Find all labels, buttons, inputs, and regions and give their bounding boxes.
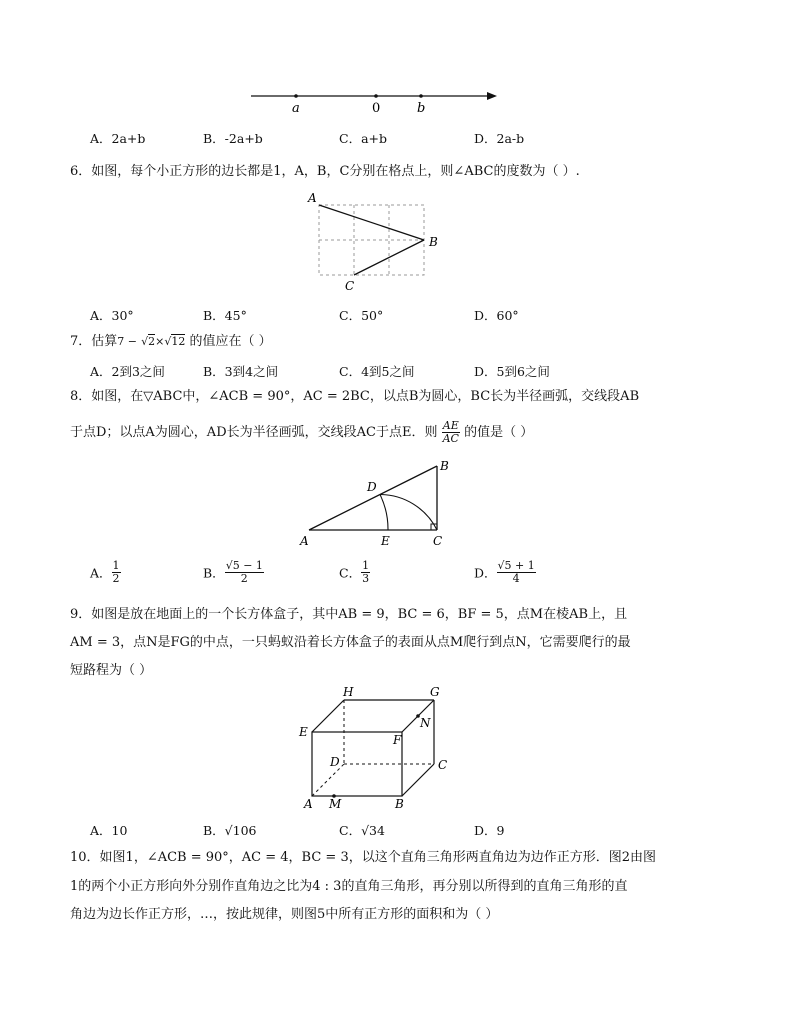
q7-prefix: 7．估算: [70, 334, 118, 349]
q8-label-c: C: [433, 534, 443, 548]
q7-sqrt2: √2: [141, 335, 156, 348]
label-0: 0: [372, 101, 381, 116]
q8-arc-a: [380, 495, 388, 531]
q9-option-d[interactable]: D．9: [474, 823, 505, 838]
q8-label-d: D: [367, 480, 377, 494]
q8-line2-a: 于点D；以点A为圆心，AD长为半径画弧，交线段AC于点E．则: [70, 425, 438, 440]
q6-stem: 6．如图，每个小正方形的边长都是1，A，B，C分别在格点上，则∠ABC的度数为（ ）.: [70, 164, 580, 179]
label-b: b: [417, 101, 426, 116]
q8-stem-line2: [70, 420, 533, 446]
q9-label-b: B: [395, 797, 404, 811]
q7-times: ×: [155, 335, 165, 348]
point-0: [374, 94, 378, 98]
q9-option-b[interactable]: B．√106: [203, 823, 257, 838]
q9-label-n: N: [420, 716, 431, 730]
q9-box-edges: [312, 700, 434, 796]
q7-stem: [70, 334, 272, 350]
q5-option-c[interactable]: C．a+b: [339, 131, 387, 146]
q8-arc-b: [380, 495, 437, 531]
q8-line2-b: 的值是（ ）: [464, 425, 534, 440]
q9-label-c: C: [438, 758, 448, 772]
point-b: [419, 94, 423, 98]
q9-stem-line2: AM = 3，点N是FG的中点，一只蚂蚁沿着长方体盒子的表面从点M爬行到点N，它需要爬行的最: [70, 635, 631, 650]
q6-option-b[interactable]: B．45°: [203, 308, 247, 323]
number-line-figure: [245, 85, 505, 117]
q6-grid-figure: [305, 188, 445, 296]
q9-option-a[interactable]: A．10: [90, 823, 128, 838]
q5-option-b[interactable]: B．-2a+b: [203, 131, 263, 146]
q6-segment-ab: [319, 205, 424, 240]
q7-option-d[interactable]: D．5到6之间: [474, 364, 550, 379]
q5-option-a[interactable]: A．2a+b: [90, 131, 146, 146]
point-a: [294, 94, 298, 98]
q7-option-c[interactable]: C．4到5之间: [339, 364, 415, 379]
q6-segment-cb: [354, 240, 424, 275]
q6-option-d[interactable]: D．60°: [474, 308, 519, 323]
q7-option-b[interactable]: B．3到4之间: [203, 364, 279, 379]
q9-label-m: M: [329, 797, 342, 811]
q9-label-f: F: [393, 733, 402, 747]
label-a: a: [292, 101, 300, 116]
q8-side-ab: [309, 466, 437, 530]
q7-suffix: 的值应在（ ）: [189, 334, 272, 349]
q7-option-a[interactable]: A．2到3之间: [90, 364, 165, 379]
q8-option-b[interactable]: B． $\frac{√5 - 1}{2}$: [203, 559, 263, 585]
q9-stem-line1: 9．如图是放在地面上的一个长方体盒子，其中AB = 9，BC = 6，BF = 5，点M在棱AB上，且: [70, 607, 628, 622]
q6-label-b: B: [429, 235, 438, 249]
q8-stem-line1: 8．如图，在▽ABC中，∠ACB = 90°，AC = 2BC，以点B为圆心，BC长为半径画弧，交线段AB: [70, 389, 640, 404]
q6-option-a[interactable]: A．30°: [90, 308, 134, 323]
q8-triangle-figure: [295, 455, 460, 551]
q8-label-b: B: [440, 459, 449, 473]
q9-label-d: D: [330, 755, 340, 769]
q6-option-c[interactable]: C．50°: [339, 308, 384, 323]
q9-box-figure: [292, 684, 462, 812]
q10-stem-line1: 10．如图1，∠ACB = 90°，AC = 4，BC = 3，以这个直角三角形两直角边为边作正方形．图2由图: [70, 850, 656, 865]
q6-label-a: A: [308, 191, 317, 205]
q9-option-c[interactable]: C．√34: [339, 823, 385, 838]
q7-expr-a: 7 −: [117, 335, 137, 348]
q9-label-g: G: [430, 685, 440, 699]
q8-option-c[interactable]: C． $\frac{1}{3}$: [339, 559, 370, 585]
number-line-arrow: [487, 92, 497, 100]
q10-stem-line2: 1的两个小正方形向外分别作直角边之比为4 : 3的直角三角形，再分别以所得到的直角三角形的直: [70, 879, 628, 894]
q6-grid: [319, 205, 424, 275]
q9-label-h: H: [343, 685, 354, 699]
q8-label-a: A: [300, 534, 309, 548]
q8-label-e: E: [381, 534, 390, 548]
q8-option-d[interactable]: D． $\frac{√5 + 1}{4}$: [474, 559, 535, 585]
q8-option-a[interactable]: A． $\frac{1}{2}$: [90, 559, 120, 585]
q6-label-c: C: [345, 279, 355, 293]
q9-stem-line3: 短路程为（ ）: [70, 663, 153, 678]
q9-label-e: E: [299, 725, 308, 739]
q5-option-d[interactable]: D．2a-b: [474, 131, 525, 146]
q10-stem-line3: 角边为边长作正方形，…，按此规律，则图5中所有正方形的面积和为（ ）: [70, 907, 499, 922]
q8-fraction-ae-ac: $\frac{AE}{AC}$: [442, 419, 459, 445]
q9-label-a: A: [304, 797, 313, 811]
q7-sqrt12: √12: [164, 335, 186, 348]
